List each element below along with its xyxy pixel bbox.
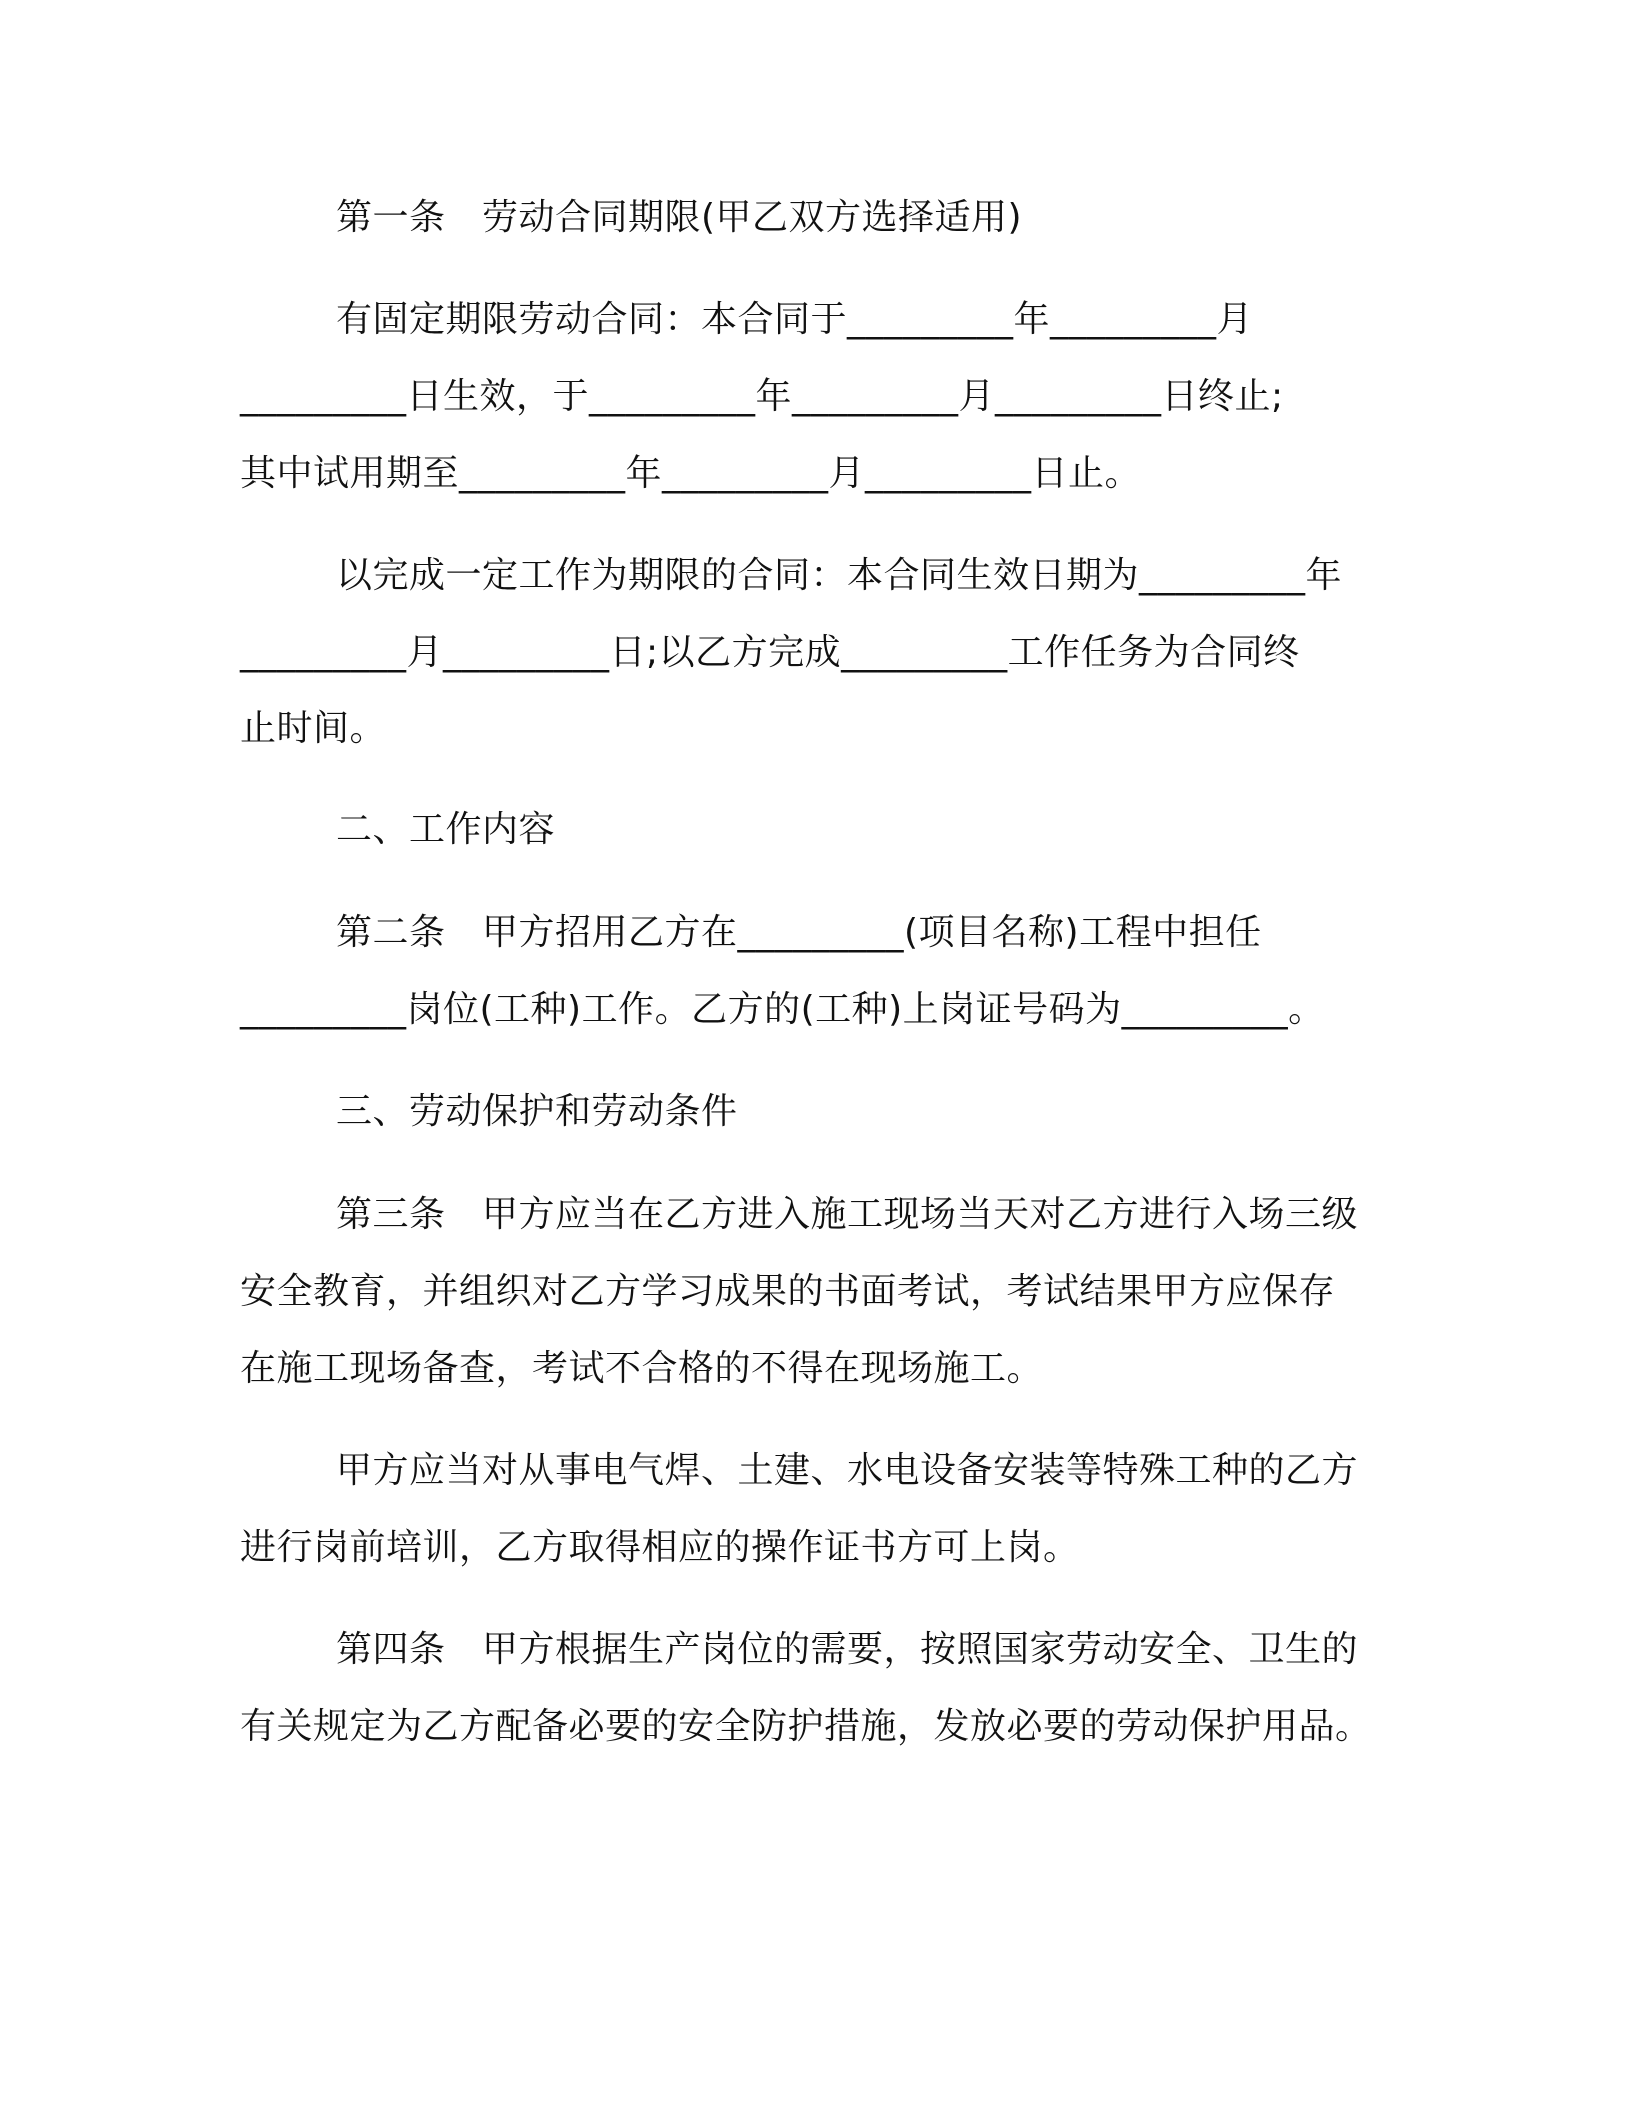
article-2-line-1: 第二条 甲方招用乙方在_________(项目名称)工程中担任 <box>336 912 1262 953</box>
article-1-heading: 第一条 劳动合同期限(甲乙双方选择适用) <box>336 197 1023 238</box>
article-3-line-1: 第三条 甲方应当在乙方进入施工现场当天对乙方进行入场三级 <box>336 1194 1359 1235</box>
section-3-heading: 三、劳动保护和劳动条件 <box>336 1091 738 1132</box>
article-3-line-2: 安全教育，并组织对乙方学习成果的书面考试，考试结果甲方应保存 <box>240 1271 1336 1312</box>
special-training-line-1: 甲方应当对从事电气焊、土建、水电设备安装等特殊工种的乙方 <box>336 1450 1359 1491</box>
fixed-term-line-1: 有固定期限劳动合同：本合同于_________年_________月 <box>336 299 1254 340</box>
task-term-line-1: 以完成一定工作为期限的合同：本合同生效日期为_________年 <box>336 555 1343 596</box>
fixed-term-line-3: 其中试用期至_________年_________月_________日止。 <box>240 453 1142 494</box>
special-training-line-2: 进行岗前培训，乙方取得相应的操作证书方可上岗。 <box>240 1527 1080 1568</box>
article-2-line-2: _________岗位(工种)工作。乙方的(工种)上岗证号码为_________。 <box>240 989 1325 1030</box>
fixed-term-line-2: _________日生效，于_________年_________月_________日终止; <box>240 376 1284 417</box>
article-4-line-1: 第四条 甲方根据生产岗位的需要，按照国家劳动安全、卫生的 <box>336 1629 1359 1670</box>
task-term-line-2: _________月_________日;以乙方完成_________工作任务为合同终 <box>240 632 1300 673</box>
section-2-heading: 二、工作内容 <box>336 809 556 850</box>
task-term-line-3: 止时间。 <box>240 708 387 749</box>
article-4-line-2: 有关规定为乙方配备必要的安全防护措施，发放必要的劳动保护用品。 <box>240 1706 1372 1747</box>
article-3-line-3: 在施工现场备查，考试不合格的不得在现场施工。 <box>240 1348 1044 1389</box>
